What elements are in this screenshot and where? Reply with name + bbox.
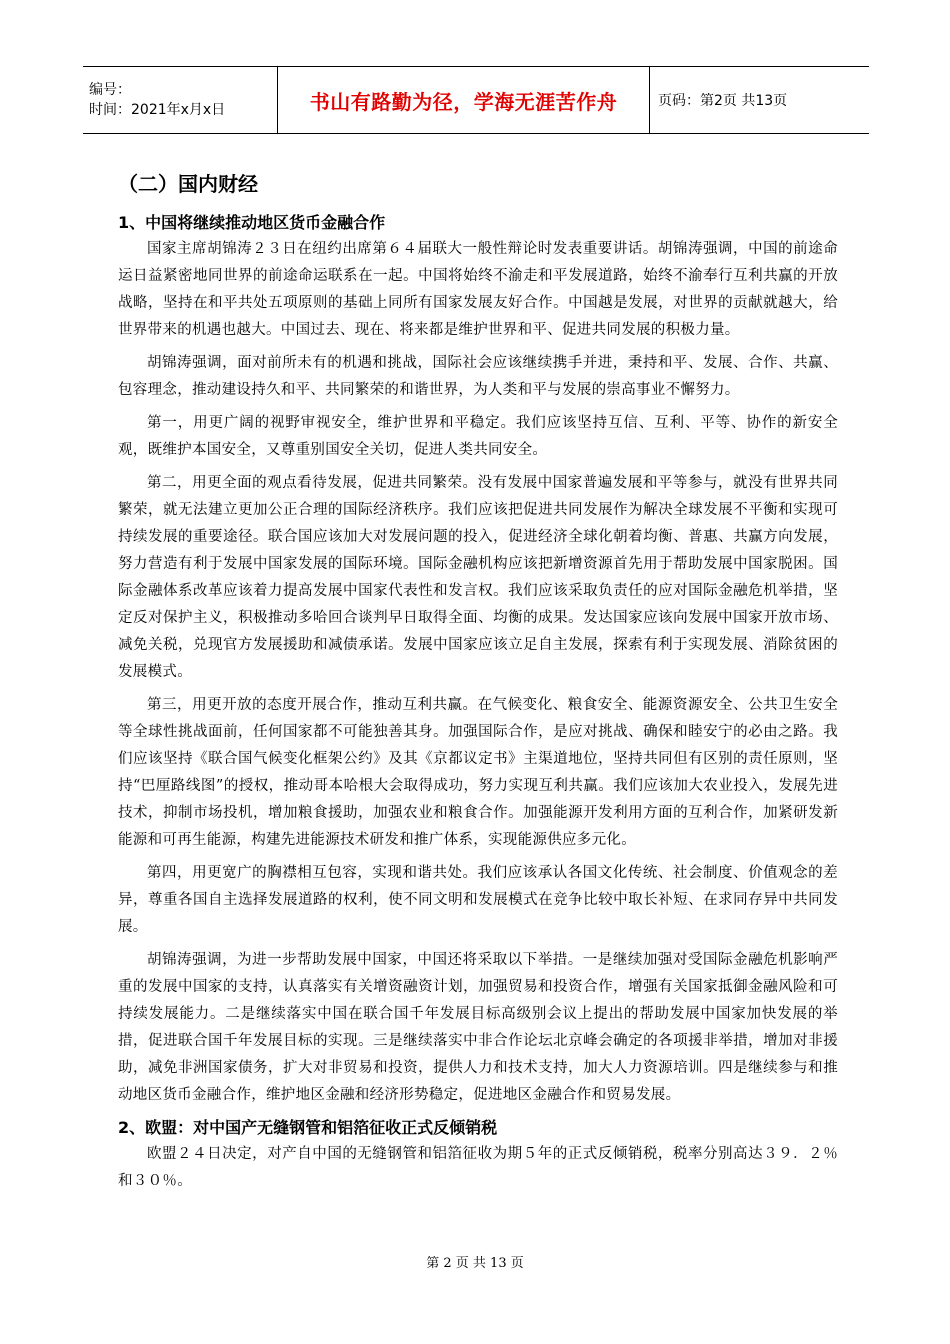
header-motto: 书山有路勤为径，学海无涯苦作舟: [309, 89, 618, 114]
page-info-text: 页码：第2页 共13页: [658, 93, 788, 109]
article-paragraph: 国家主席胡锦涛２３日在纽约出席第６４届联大一般性辩论时发表重要讲话。胡锦涛强调，中国的前途命运日益紧密地同世界的前途命运联系在一起。中国将始终不渝走和平发展道路，始终不渝奉行互利共赢的开放战略，坚持在和平共处五项原则的基础上同所有国家发展友好合作。中国越是发展，对世界的贡献就越大，给世界带来的机遇也越大。中国过去、现在、将来都是维护世界和平、促进共同发展的积极力量。: [118, 241, 838, 338]
article-paragraph: 第四，用更宽广的胸襟相互包容，实现和谐共处。我们应该承认各国文化传统、社会制度、价值观念的差异，尊重各国自主选择发展道路的权利，使不同文明和发展模式在竞争比较中取长补短、在求同存异中共同发展。: [118, 865, 838, 935]
document-body: [118, 170, 838, 1201]
header-page-info: [650, 67, 869, 133]
article-paragraph: 胡锦涛强调，为进一步帮助发展中国家，中国还将采取以下举措。一是继续加强对受国际金融危机影响严重的发展中国家的支持，认真落实有关增资融资计划，加强贸易和投资合作，增强有关国家抵御金融风险和可持续发展能力。二是继续落实中国在联合国千年发展目标高级别会议上提出的帮助发展中国家加快发展的举措，促进联合国千年发展目标的实现。三是继续落实中非合作论坛北京峰会确定的各项援非举措，增加对非援助，减免非洲国家债务，扩大对非贸易和投资，提供人力和技术支持，加大人力资源培训。四是继续参与和推动地区货币金融合作，维护地区金融和经济形势稳定，促进地区金融合作和贸易发展。: [118, 952, 838, 1103]
article-paragraph: 胡锦涛强调，面对前所未有的机遇和挑战，国际社会应该继续携手并进，秉持和平、发展、合作、共赢、包容理念，推动建设持久和平、共同繁荣的和谐世界，为人类和平与发展的崇高事业不懈努力。: [118, 355, 838, 398]
article-paragraph: 第二，用更全面的观点看待发展，促进共同繁荣。没有发展中国家普遍发展和平等参与，就没有世界共同繁荣，就无法建立更加公正合理的国际经济秩序。我们应该把促进共同发展作为解决全球发展不平衡和实现可持续发展的重要途径。联合国应该加大对发展问题的投入，促进经济全球化朝着均衡、普惠、共赢方向发展，努力营造有利于发展中国家发展的国际环境。国际金融机构应该把新增资源首先用于帮助发展中国家脱困。国际金融体系改革应该着力提高发展中国家代表性和发言权。我们应该采取负责任的应对国际金融危机举措，坚定反对保护主义，积极推动多哈回合谈判早日取得全面、均衡的成果。发达国家应该向发展中国家开放市场、减免关税，兑现官方发展援助和减债承诺。发展中国家应该立足自主发展，探索有利于实现发展、消除贫困的发展模式。: [118, 475, 838, 680]
document-date: 时间：2021年x月x日: [89, 102, 226, 118]
header-meta: [83, 67, 278, 133]
page-footer: 第 2 页 共 13 页: [426, 1256, 524, 1271]
page-header: [83, 66, 869, 134]
article-paragraph: 欧盟２４日决定，对产自中国的无缝钢管和铝箔征收为期５年的正式反倾销税，税率分别高达３９．２％和３０％。: [118, 1146, 838, 1189]
document-number-label: 编号：: [89, 82, 131, 98]
header-motto-cell: [278, 67, 650, 133]
article-title: 1、中国将继续推动地区货币金融合作: [118, 213, 386, 232]
article-paragraph: 第三，用更开放的态度开展合作，推动互利共赢。在气候变化、粮食安全、能源资源安全、公共卫生安全等全球性挑战面前，任何国家都不可能独善其身。加强国际合作，是应对挑战、确保和睦安宁的必由之路。我们应该坚持《联合国气候变化框架公约》及其《京都议定书》主渠道地位，坚持共同但有区别的责任原则，坚持“巴厘路线图”的授权，推动哥本哈根大会取得成功，努力实现互利共赢。我们应该加大农业投入，发展先进技术，抑制市场投机，增加粮食援助，加强农业和粮食合作。加强能源开发利用方面的互利合作，加紧研发新能源和可再生能源，构建先进能源技术研发和推广体系，实现能源供应多元化。: [118, 697, 838, 848]
article-title: 2、欧盟：对中国产无缝钢管和铝箔征收正式反倾销税: [118, 1118, 498, 1137]
article-paragraph: 第一，用更广阔的视野审视安全，维护世界和平稳定。我们应该坚持互信、互利、平等、协作的新安全观，既维护本国安全，又尊重别国安全关切，促进人类共同安全。: [118, 415, 838, 458]
section-title: （二）国内财经: [118, 172, 258, 196]
